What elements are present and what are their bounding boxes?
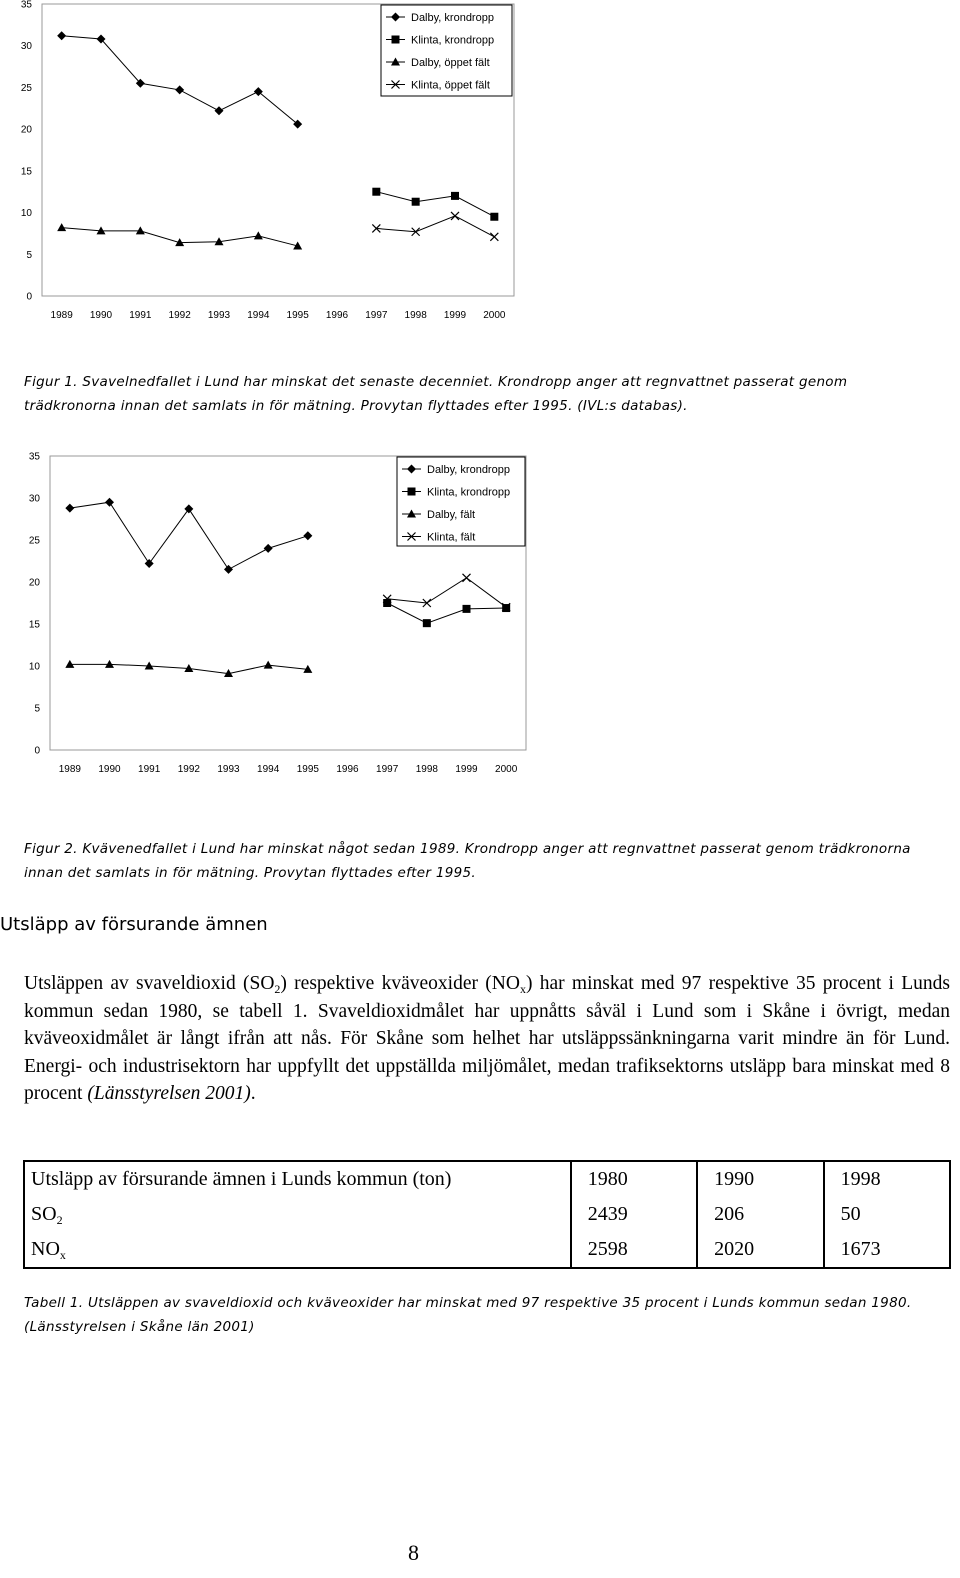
table-1-caption: Tabell 1. Utsläppen av svaveldioxid och kväveoxider har minskat med 97 respektive 35 procent i Lunds kommun sedan 1980. (Länsstyrelsen i Skåne län 2001) <box>24 1295 912 1335</box>
y-tick-label: 15 <box>20 166 32 178</box>
legend-entry: Klinta, krondropp <box>427 486 511 499</box>
x-tick-label: 1996 <box>336 764 359 775</box>
nox-subscript: x <box>519 982 526 996</box>
y-tick-label: 10 <box>20 208 32 220</box>
emissions-table <box>23 1160 951 1269</box>
body-paragraph <box>24 970 950 1108</box>
y-tick-label: 30 <box>20 41 32 53</box>
body-text-1: Utsläppen av svaveldioxid (SO <box>24 973 275 994</box>
so2-label: SO <box>31 1203 57 1225</box>
y-tick-label: 30 <box>28 493 40 505</box>
y-tick-label: 0 <box>34 745 40 757</box>
nox-label: NO <box>31 1238 60 1260</box>
x-tick-label: 1994 <box>247 310 270 321</box>
legend-marker <box>392 36 400 44</box>
legend-entry: Dalby, krondropp <box>427 464 510 476</box>
data-point <box>412 198 420 206</box>
y-tick-label: 5 <box>34 703 40 715</box>
x-tick-label: 1999 <box>455 764 478 775</box>
y-tick-label: 10 <box>28 661 40 673</box>
x-tick-label: 1994 <box>257 764 280 775</box>
x-tick-label: 1989 <box>50 310 73 321</box>
y-tick-label: 35 <box>20 0 32 11</box>
table-cell: 1673 <box>824 1232 950 1268</box>
body-text-2: ) respektive kväveoxider (NO <box>280 973 520 994</box>
nitrogen-deposition-chart-svg <box>0 444 530 780</box>
x-tick-label: 1998 <box>404 310 427 321</box>
table-header-year-1998: 1998 <box>824 1161 950 1197</box>
table-cell: 2598 <box>571 1232 697 1268</box>
legend-entry: Dalby, öppet fält <box>411 57 490 69</box>
y-tick-label: 20 <box>28 577 40 589</box>
x-tick-label: 1993 <box>217 764 240 775</box>
legend-entry: Klinta, fält <box>427 531 476 544</box>
x-tick-label: 1991 <box>129 310 152 321</box>
x-tick-label: 1992 <box>168 310 191 321</box>
data-point <box>463 605 471 613</box>
x-tick-label: 1991 <box>138 764 161 775</box>
legend <box>381 5 512 96</box>
x-tick-label: 1995 <box>286 310 309 321</box>
x-tick-label: 1997 <box>365 310 388 321</box>
body-citation: (Länsstyrelsen 2001) <box>87 1083 251 1104</box>
legend-entry: Klinta, krondropp <box>411 34 495 47</box>
x-tick-label: 1999 <box>443 310 467 321</box>
legend <box>397 457 525 546</box>
legend-marker <box>408 488 416 496</box>
data-point <box>383 599 391 607</box>
so2-subscript: 2 <box>274 982 281 996</box>
x-tick-label: 1997 <box>376 764 399 775</box>
x-tick-label: 1992 <box>177 764 200 775</box>
table-row <box>24 1197 950 1232</box>
y-tick-label: 5 <box>26 249 32 261</box>
table-row <box>24 1232 950 1268</box>
table-cell: 2020 <box>697 1232 823 1268</box>
table-header-year-1980: 1980 <box>571 1161 697 1197</box>
figure-2-caption: Figur 2. Kvävenedfallet i Lund har minskat något sedan 1989. Krondropp anger att regnvattnet passerat genom trädkronorna innan det samlats in för mätning. Provytan flyttades efter 1995. <box>24 841 911 881</box>
y-tick-label: 0 <box>26 291 32 303</box>
x-tick-label: 2000 <box>483 310 506 321</box>
y-tick-label: 35 <box>28 451 40 463</box>
so2-label-subscript: 2 <box>56 1213 63 1227</box>
x-tick-label: 1990 <box>89 310 113 321</box>
table-row-label <box>24 1197 571 1232</box>
table-cell: 206 <box>697 1197 823 1232</box>
legend-entry: Dalby, krondropp <box>411 12 494 24</box>
x-tick-label: 1993 <box>207 310 231 321</box>
data-point <box>490 213 498 221</box>
nox-label-subscript: x <box>59 1248 66 1262</box>
x-tick-label: 1995 <box>296 764 319 775</box>
x-tick-label: 1996 <box>325 310 349 321</box>
legend-entry: Dalby, fält <box>427 509 476 521</box>
data-point <box>423 619 431 627</box>
data-point <box>372 188 380 196</box>
sulfur-deposition-chart-svg <box>0 0 520 330</box>
nitrogen-deposition-chart <box>0 444 530 780</box>
table-cell: 2439 <box>571 1197 697 1232</box>
figure-1-caption: Figur 1. Svavelnedfallet i Lund har minskat det senaste decenniet. Krondropp anger att regnvattnet passerat genom trädkronorna innan det samlats in för mätning. Provytan flyttades efter 1995. (IVL:s databas). <box>24 374 848 414</box>
x-tick-label: 1998 <box>415 764 438 775</box>
x-tick-label: 1989 <box>58 764 81 775</box>
y-tick-label: 20 <box>20 124 32 136</box>
y-tick-label: 25 <box>20 82 32 94</box>
page-number: 8 <box>408 1540 419 1565</box>
y-tick-label: 25 <box>28 535 40 547</box>
y-tick-label: 15 <box>28 619 40 631</box>
table-header-year-1990: 1990 <box>697 1161 823 1197</box>
x-tick-label: 1990 <box>98 764 121 775</box>
sulfur-deposition-chart <box>0 0 520 330</box>
section-heading: Utsläpp av försurande ämnen <box>0 914 268 935</box>
legend-entry: Klinta, öppet fält <box>411 79 490 92</box>
table-row-label <box>24 1232 571 1268</box>
body-text-end: . <box>250 1083 256 1104</box>
x-tick-label: 2000 <box>495 764 518 775</box>
data-point <box>451 192 459 200</box>
table-header-label: Utsläpp av försurande ämnen i Lunds kommun (ton) <box>24 1161 571 1197</box>
body-text-3: ) har minskat med 97 respektive 35 procent i Lunds kommun sedan 1980, se tabell 1. Svaveldioxidmålet har uppnåtts såväl i Lund som i Skåne i övrigt, medan kväveoxidmålet är långt ifrån att nås. För Skåne som helhet har utsläppssänkningarna varit mindre än för Lund. Energi- och industrisektorn har uppfyllt det uppställda miljömålet, medan trafiksektorns utsläpp bara minskat med 8 procent <box>24 973 950 1104</box>
table-cell: 50 <box>824 1197 950 1232</box>
table-header-row <box>24 1161 950 1197</box>
